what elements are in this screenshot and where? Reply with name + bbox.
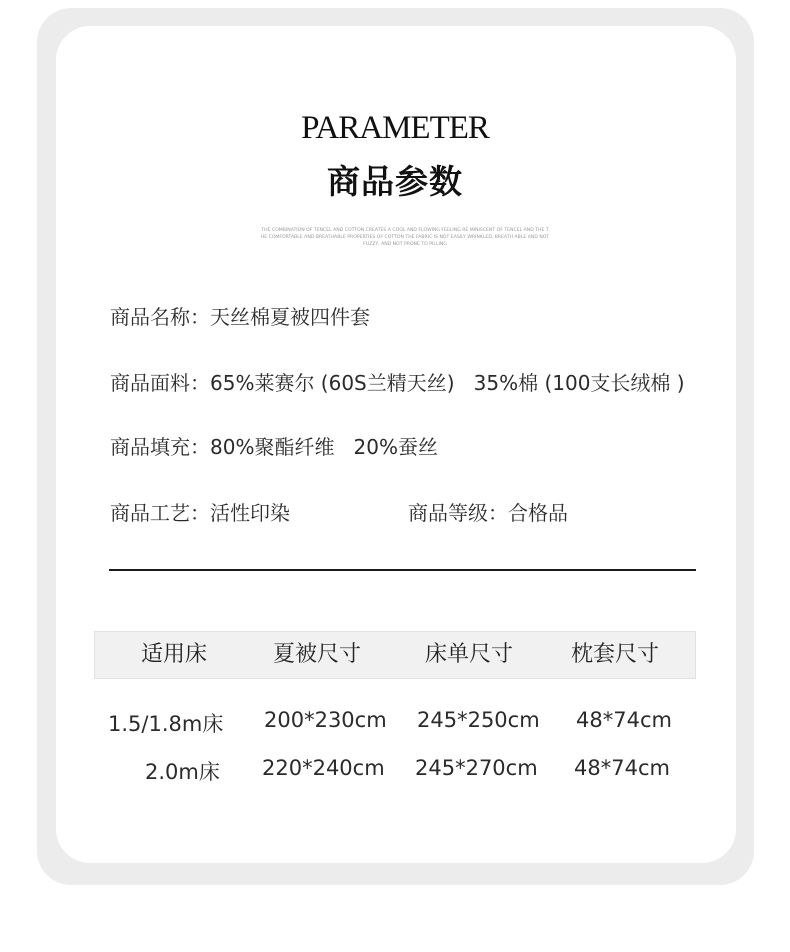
param-craft: [110, 497, 290, 526]
cell-sheet-size: 245*250cm: [417, 708, 540, 732]
param-grade: [408, 497, 568, 526]
column-header-bed: 适用床: [141, 642, 208, 667]
param-product-name: [110, 301, 370, 330]
cell-bed-size: 2.0m床: [145, 760, 220, 784]
param-value: 活性印染: [210, 501, 290, 525]
cell-pillowcase-size: 48*74cm: [574, 756, 670, 780]
cell-pillowcase-size: 48*74cm: [576, 708, 672, 732]
section-divider: [109, 569, 696, 571]
param-value: 天丝棉夏被四件套: [210, 305, 370, 329]
cell-bed-size: 1.5/1.8m床: [108, 712, 224, 736]
param-label: 商品等级：: [408, 501, 508, 525]
param-label: 商品工艺：: [110, 501, 210, 525]
param-value: 合格品: [508, 501, 568, 525]
cell-quilt-size: 220*240cm: [262, 756, 385, 780]
column-header-quilt: 夏被尺寸: [273, 642, 362, 667]
param-value: 65%莱赛尔 (60S兰精天丝) 35%棉 (100支长绒棉 ): [210, 371, 685, 395]
page-title-cn: 商品参数: [327, 162, 463, 201]
cell-sheet-size: 245*270cm: [415, 756, 538, 780]
fine-print-text: THE COMBINATION OF TENCEL AND COTTON CREATES A COOL AND FLOWING FEELING RE MINISCENT OF TENCEL AND THE THE COMFORTABLE AND BREATHABLE PROPERTIES OF COTTON THE FABRIC IS NOT EASILY WRINKLED, BREATH ABLE AND NOT FUZZY, AND NOT PRONE TO PILLING: [260, 228, 550, 247]
param-label: 商品名称：: [110, 305, 210, 329]
column-header-pillowcase: 枕套尺寸: [571, 642, 660, 667]
param-fabric: [110, 367, 685, 396]
size-table-header: [94, 631, 696, 679]
param-label: 商品面料：: [110, 371, 210, 395]
param-label: 商品填充：: [110, 435, 210, 459]
param-value: 80%聚酯纤维 20%蚕丝: [210, 435, 438, 459]
cell-quilt-size: 200*230cm: [264, 708, 387, 732]
param-filling: [110, 431, 438, 460]
column-header-sheet: 床单尺寸: [425, 642, 514, 667]
page-title-en: PARAMETER: [301, 110, 489, 146]
